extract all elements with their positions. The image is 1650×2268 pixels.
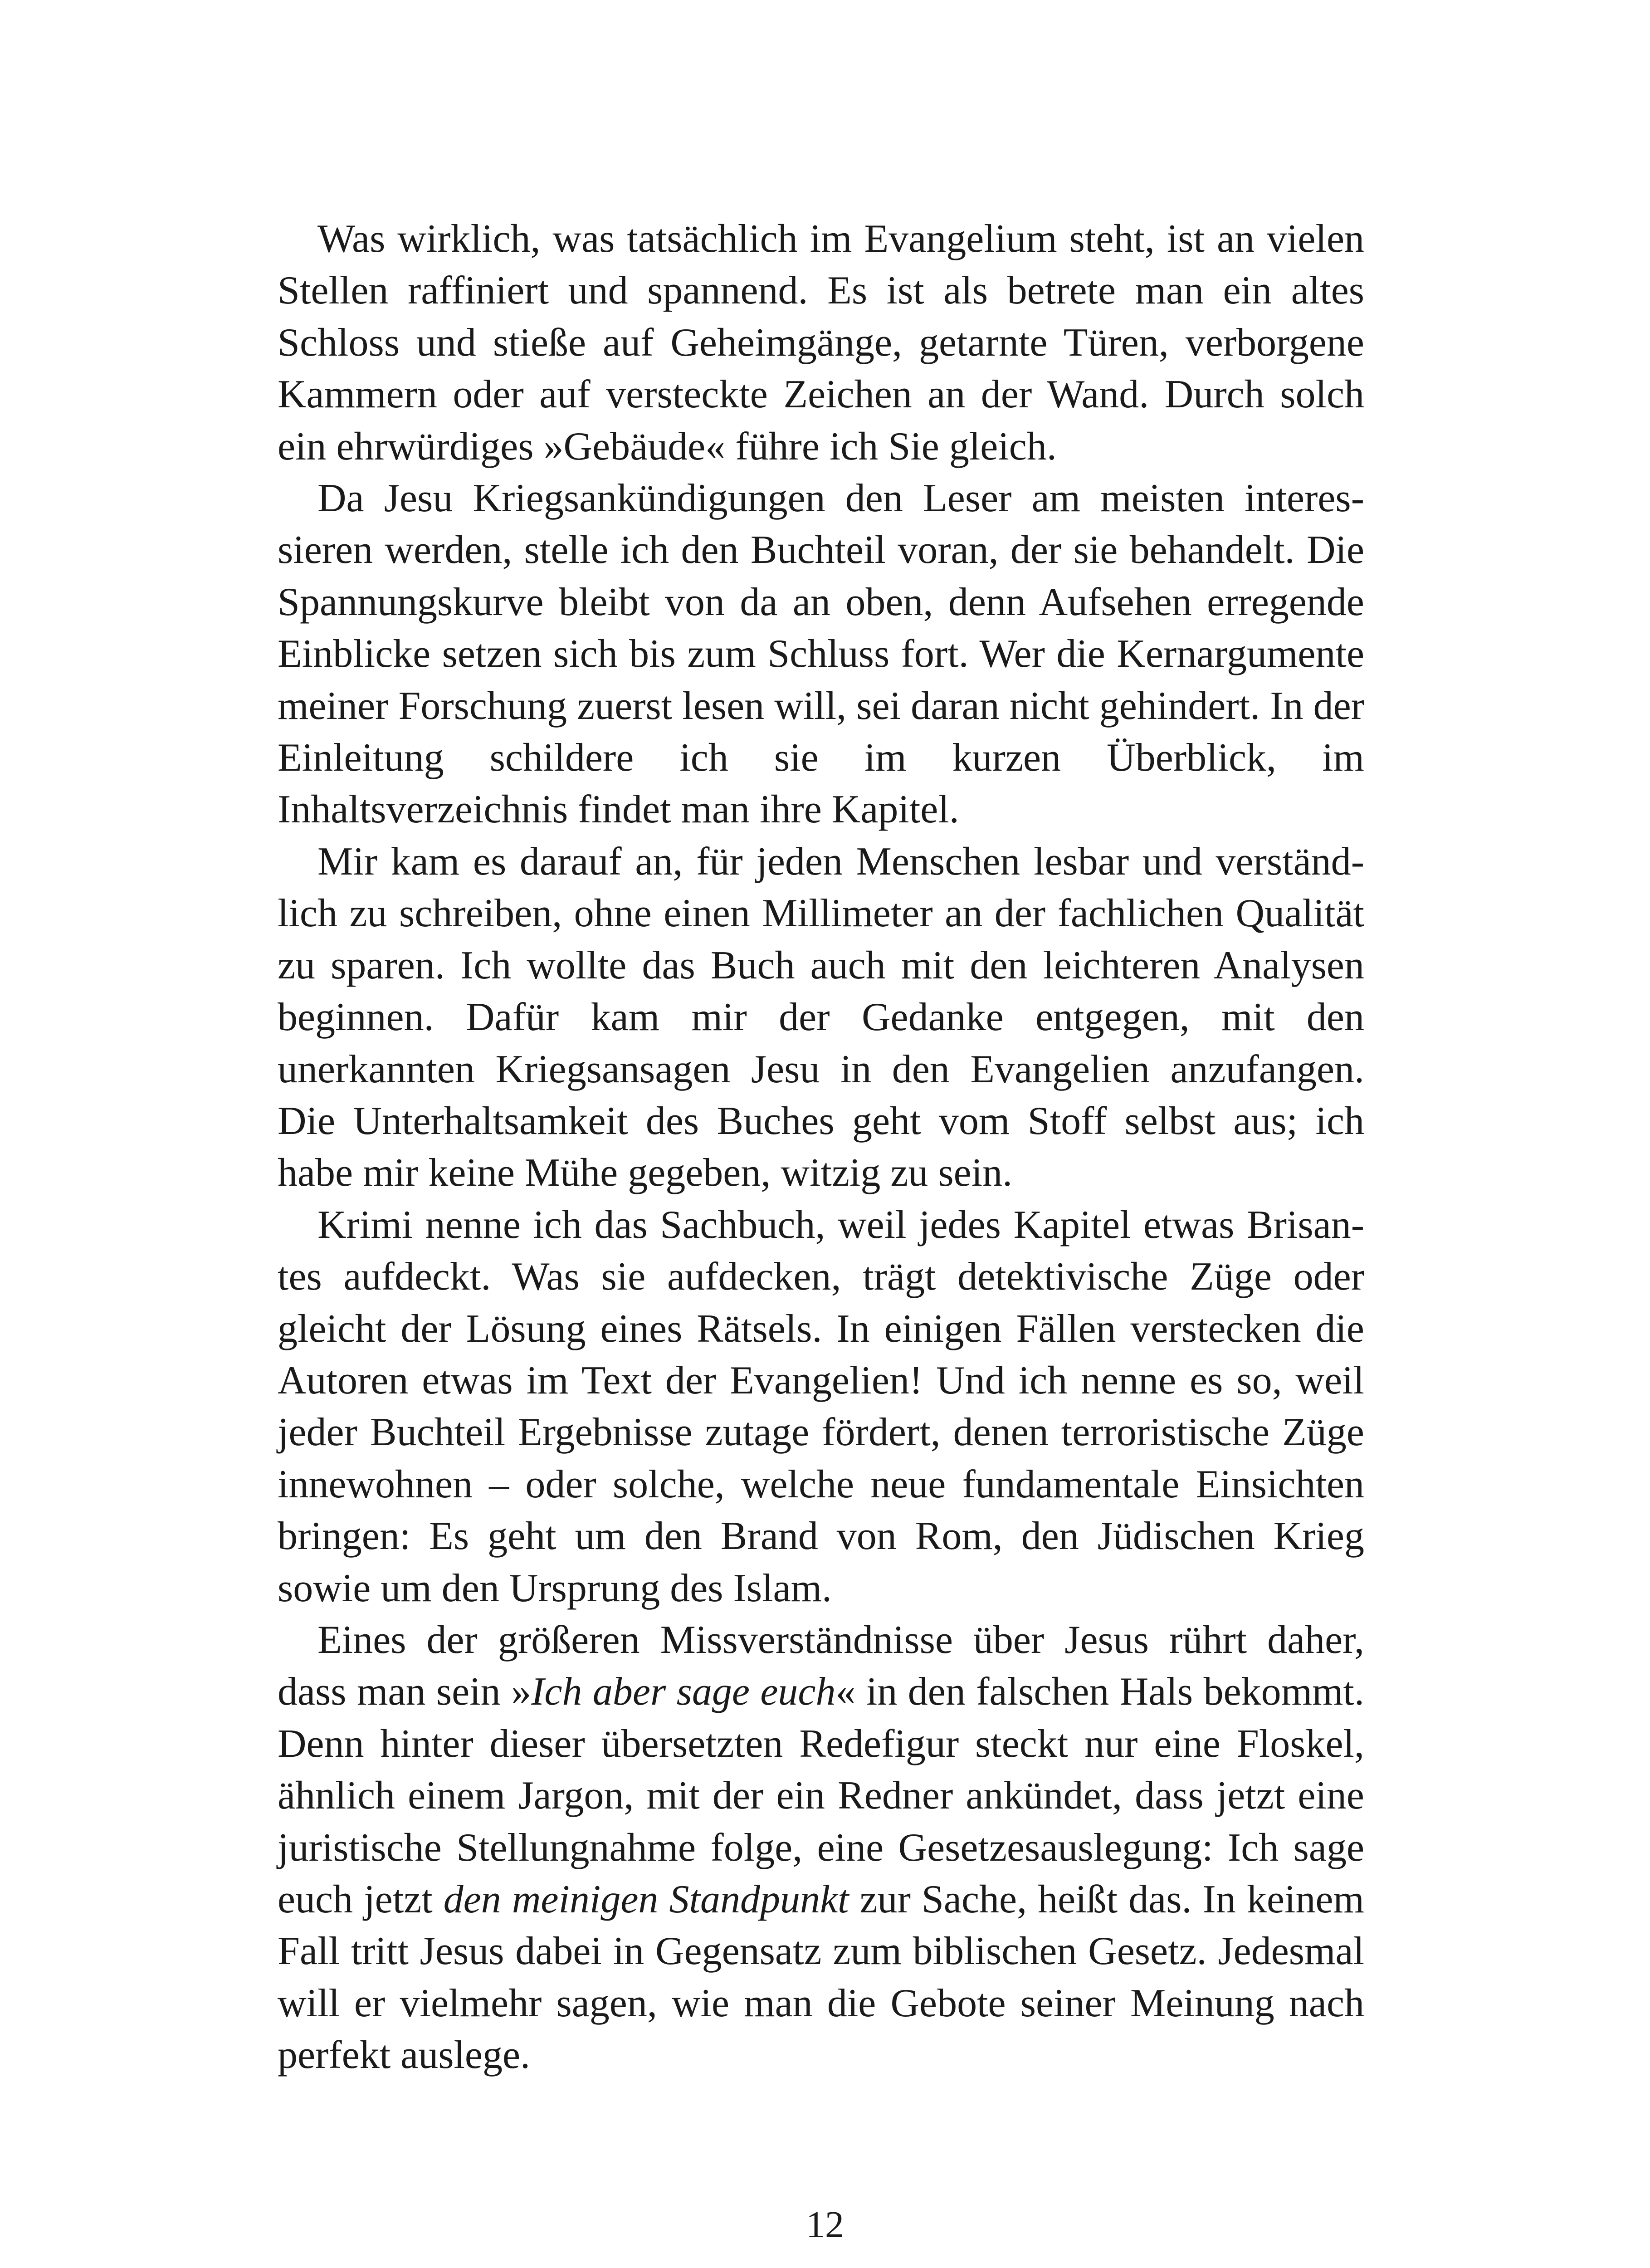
paragraph-text: Da Jesu Kriegsankündigungen den Leser am meisten interessieren werden, stelle ich den Buchteil voran, der sie behandelt. Die Spannungskurve bleibt von da an oben, denn Aufsehen erregende Einblicke setzen sich bis zum Schluss fort. Wer die Kernargumente meiner Forschung zuerst lesen will, sei daran nicht gehindert. In der Einleitung schildere ich sie im kurzen Überblick, im Inhaltsverzeichnis findet man ihre Kapitel. xyxy=(278,476,1364,832)
paragraph-text: zur Sache, heißt das. In keinem Fall tritt Jesus dabei in Gegensatz zum biblischen Gesetz. Jedesmal will er vielmehr sagen, wie man die Gebote seiner Meinung nach perfekt auslege. xyxy=(278,1877,1364,2077)
paragraph xyxy=(278,1199,1364,1614)
body-text xyxy=(278,213,1364,2082)
paragraph xyxy=(278,473,1364,836)
italic-phrase: den meinigen Standpunkt xyxy=(443,1877,849,1921)
paragraph xyxy=(278,213,1364,473)
paragraph-text: Krimi nenne ich das Sachbuch, weil jedes Kapitel etwas Brisantes aufdeckt. Was sie aufdecken, trägt detektivische Züge oder gleicht der Lösung eines Rätsels. In einigen Fällen verstecken die Autoren etwas im Text der Evangelien! Und ich nenne es so, weil jeder Buchteil Ergebnisse zutage fördert, denen terroristische Züge innewohnen – oder solche, welche neue fundamentale Einsichten bringen: Es geht um den Brand von Rom, den Jüdischen Krieg sowie um den Ursprung des Islam. xyxy=(278,1202,1364,1610)
paragraph-text: Mir kam es darauf an, für jeden Menschen lesbar und verständlich zu schreiben, ohne einen Millimeter an der fachlichen Qualität zu sparen. Ich wollte das Buch auch mit den leichteren Analysen beginnen. Dafür kam mir der Gedanke entgegen, mit den unerkannten Kriegsansagen Jesu in den Evangelien anzufangen. Die Unterhaltsamkeit des Buches geht vom Stoff selbst aus; ich habe mir keine Mühe gegeben, witzig zu sein. xyxy=(278,839,1364,1195)
paragraph-text: Was wirklich, was tatsächlich im Evangelium steht, ist an vielen Stellen raffiniert und spannend. Es ist als betrete man ein altes Schloss und stieße auf Geheimgänge, getarnte Türen, verborgene Kammern oder auf versteckte Zeichen an der Wand. Durch solch ein ehrwürdiges »Gebäude« führe ich Sie gleich. xyxy=(278,217,1364,469)
page-number: 12 xyxy=(806,2204,844,2246)
paragraph xyxy=(278,1614,1364,2082)
paragraph-text: « in den falschen Hals bekommt. Denn hinter dieser übersetzten Redefigur steckt nur eine Floskel, ähnlich einem Jargon, mit der ein Redner ankündet, dass jetzt eine juristische Stellungnahme folge, eine Gesetzesauslegung: Ich sage euch jetzt xyxy=(278,1670,1364,1921)
paragraph xyxy=(278,836,1364,1199)
paragraph-text: Eines der größeren Missverständnisse über Jesus rührt daher, dass man sein » xyxy=(278,1618,1364,1714)
italic-phrase: Ich aber sage euch xyxy=(531,1670,836,1714)
